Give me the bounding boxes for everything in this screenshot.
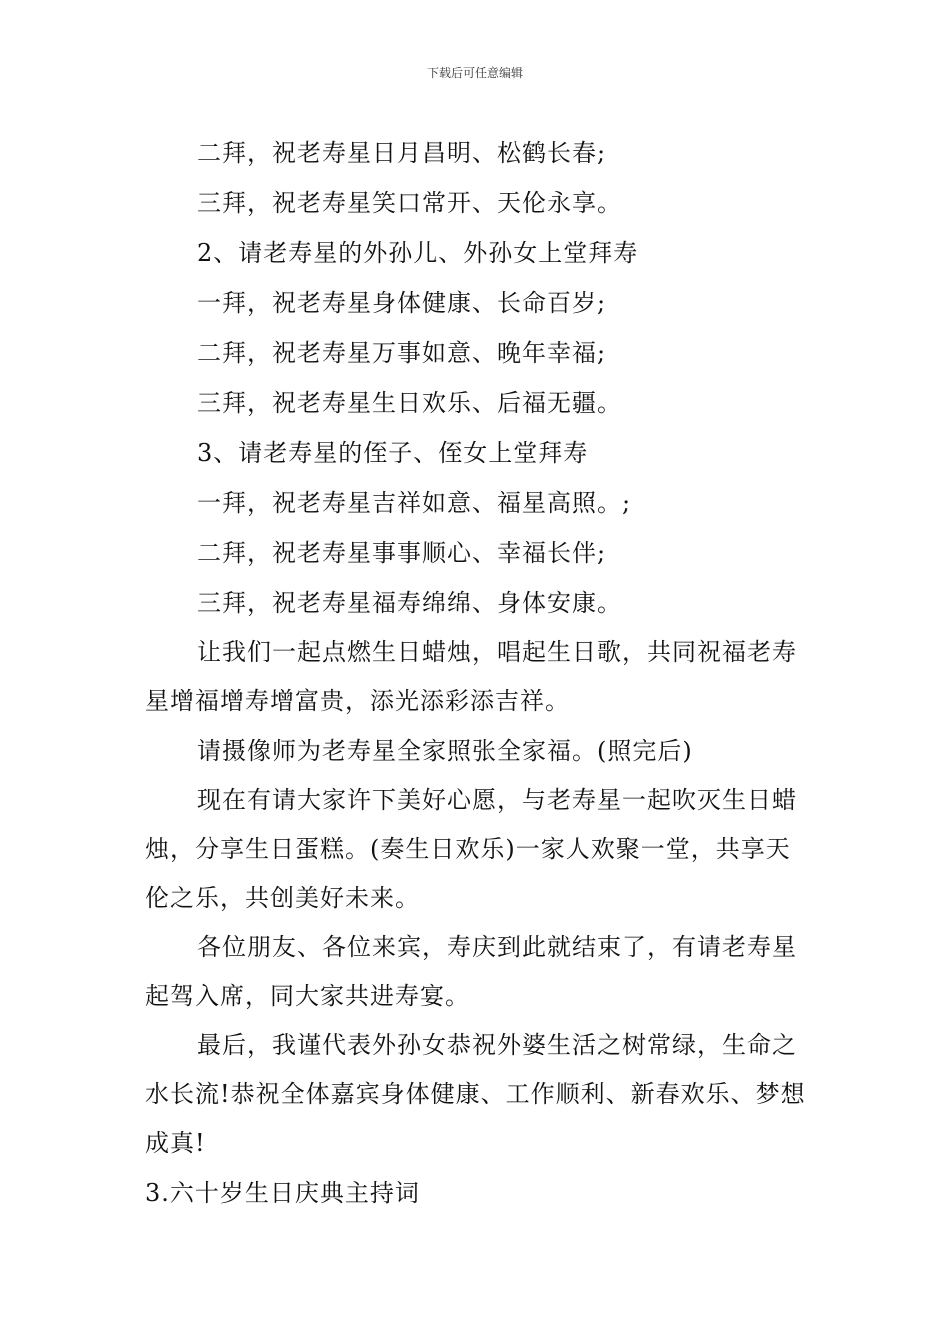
paragraph: 一拜，祝老寿星身体健康、长命百岁; [197, 289, 607, 317]
paragraph: 二拜，祝老寿星事事顺心、幸福长伴; [197, 539, 607, 567]
section-heading: 3.六十岁生日庆典主持词 [145, 1179, 420, 1207]
paragraph: 最后，我谨代表外孙女恭祝外婆生活之树常绿，生命之水长流!恭祝全体嘉宾身体健康、工作顺利、新春欢乐、梦想成真! [145, 1031, 806, 1157]
paragraph: 三拜，祝老寿星生日欢乐、后福无疆。 [197, 389, 622, 417]
paragraph: 现在有请大家许下美好心愿，与老寿星一起吹灭生日蜡烛，分享生日蛋糕。(奏生日欢乐)一家人欢聚一堂，共享天伦之乐，共创美好未来。 [145, 786, 797, 912]
paragraph: 二拜，祝老寿星日月昌明、松鹤长春; [197, 139, 607, 167]
paragraph: 请摄像师为老寿星全家照张全家福。(照完后) [197, 737, 693, 765]
paragraph: 三拜，祝老寿星笑口常开、天伦永享。 [197, 189, 622, 217]
document-body [145, 128, 815, 1218]
paragraph: 二拜，祝老寿星万事如意、晚年幸福; [197, 339, 607, 367]
paragraph: 各位朋友、各位来宾，寿庆到此就结束了，有请老寿星起驾入席，同大家共进寿宴。 [145, 933, 797, 1010]
paragraph: 一拜，祝老寿星吉祥如意、福星高照。; [197, 489, 632, 517]
paragraph: 三拜，祝老寿星福寿绵绵、身体安康。 [197, 589, 622, 617]
page-header-note: 下载后可任意编辑 [426, 66, 523, 80]
paragraph: 3、请老寿星的侄子、侄女上堂拜寿 [197, 439, 589, 467]
paragraph: 让我们一起点燃生日蜡烛，唱起生日歌，共同祝福老寿星增福增寿增富贵，添光添彩添吉祥。 [145, 638, 797, 715]
paragraph: 2、请老寿星的外孙儿、外孙女上堂拜寿 [197, 239, 639, 267]
